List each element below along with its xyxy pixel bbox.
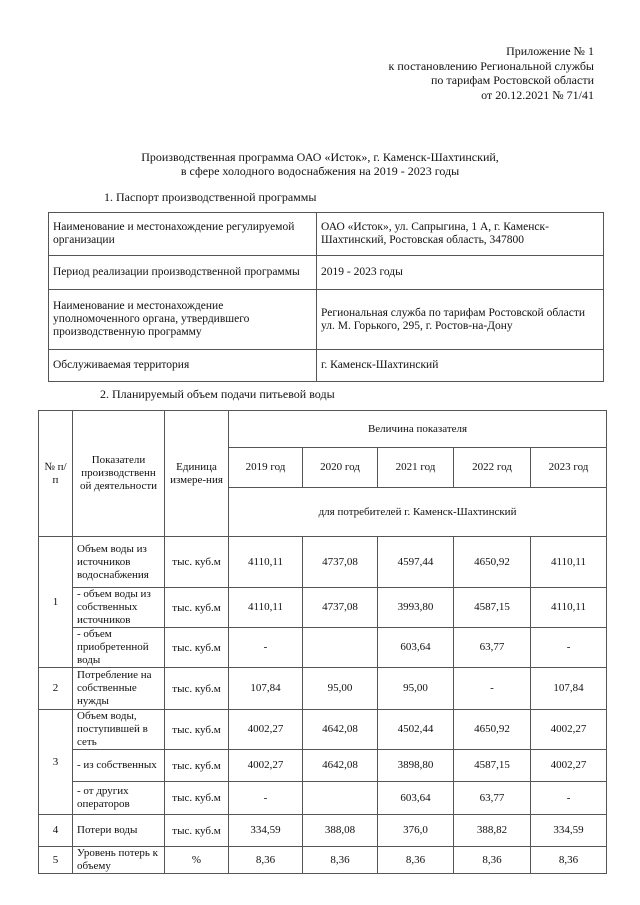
row-value: 4002,27 bbox=[229, 750, 303, 782]
row-value: 4642,08 bbox=[303, 750, 378, 782]
table-row bbox=[39, 668, 607, 710]
header-year: 2022 год bbox=[454, 448, 531, 488]
row-value: 4110,11 bbox=[229, 588, 303, 628]
row-value: 95,00 bbox=[378, 668, 454, 710]
table-row bbox=[39, 782, 607, 815]
row-indicator: - от других операторов bbox=[73, 782, 165, 815]
row-value: 8,36 bbox=[378, 847, 454, 874]
header-year: 2019 год bbox=[229, 448, 303, 488]
row-unit: тыс. куб.м bbox=[165, 628, 229, 668]
row-value: 388,82 bbox=[454, 815, 531, 847]
row-value: 334,59 bbox=[531, 815, 607, 847]
row-value: - bbox=[531, 782, 607, 815]
row-unit: тыс. куб.м bbox=[165, 750, 229, 782]
appendix-line: по тарифам Ростовской области bbox=[430, 73, 594, 87]
row-value: - bbox=[454, 668, 531, 710]
row-indicator: - объем воды из собственных источников bbox=[73, 588, 165, 628]
row-number: 1 bbox=[39, 537, 73, 668]
row-value: 63,77 bbox=[454, 628, 531, 668]
row-indicator: - из собственных bbox=[73, 750, 165, 782]
row-value: 4002,27 bbox=[531, 710, 607, 750]
row-value: 4110,11 bbox=[531, 537, 607, 588]
row-value: 376,0 bbox=[378, 815, 454, 847]
row-value: 8,36 bbox=[229, 847, 303, 874]
header-consumers: для потребителей г. Каменск-Шахтинский bbox=[229, 488, 607, 537]
row-value: 4597,44 bbox=[378, 537, 454, 588]
document-title bbox=[0, 150, 640, 178]
row-value: 4502,44 bbox=[378, 710, 454, 750]
passport-value: 2019 - 2023 годы bbox=[317, 256, 604, 290]
row-number: 5 bbox=[39, 847, 73, 874]
row-indicator: - объем приобретенной воды bbox=[73, 628, 165, 668]
row-unit: % bbox=[165, 847, 229, 874]
row-value: 8,36 bbox=[303, 847, 378, 874]
row-indicator: Потери воды bbox=[73, 815, 165, 847]
row-value: 95,00 bbox=[303, 668, 378, 710]
row-value: 63,77 bbox=[454, 782, 531, 815]
header-year: 2023 год bbox=[531, 448, 607, 488]
table-row bbox=[39, 710, 607, 750]
row-number: 3 bbox=[39, 710, 73, 815]
row-value: 4587,15 bbox=[454, 588, 531, 628]
row-unit: тыс. куб.м bbox=[165, 668, 229, 710]
row-indicator: Потребление на собственные нужды bbox=[73, 668, 165, 710]
row-value: 4002,27 bbox=[229, 710, 303, 750]
row-value: 603,64 bbox=[378, 782, 454, 815]
row-indicator: Объем воды из источников водоснабжения bbox=[73, 537, 165, 588]
passport-row bbox=[49, 256, 604, 290]
passport-row bbox=[49, 290, 604, 350]
header-year: 2020 год bbox=[303, 448, 378, 488]
passport-value: ОАО «Исток», ул. Сапрыгина, 1 А, г. Каменск-Шахтинский, Ростовская область, 347800 bbox=[317, 213, 604, 256]
appendix-line: Приложение № 1 bbox=[506, 44, 594, 58]
passport-value: Региональная служба по тарифам Ростовской области ул. М. Горького, 295, г. Ростов-на-Дону bbox=[317, 290, 604, 350]
passport-label: Наименование и местонахождение уполномоченного органа, утвердившего производственную программу bbox=[49, 290, 317, 350]
row-value: 4002,27 bbox=[531, 750, 607, 782]
row-value: 603,64 bbox=[378, 628, 454, 668]
row-value: 4737,08 bbox=[303, 537, 378, 588]
row-value: 4650,92 bbox=[454, 537, 531, 588]
row-value: 388,08 bbox=[303, 815, 378, 847]
passport-label: Обслуживаемая территория bbox=[49, 350, 317, 382]
passport-table bbox=[48, 212, 604, 382]
row-value: 3993,80 bbox=[378, 588, 454, 628]
row-value: 4110,11 bbox=[531, 588, 607, 628]
section-2-heading: 2. Планируемый объем подачи питьевой воды bbox=[100, 387, 335, 401]
passport-value: г. Каменск-Шахтинский bbox=[317, 350, 604, 382]
row-value: - bbox=[229, 628, 303, 668]
passport-label: Наименование и местонахождение регулируемой организации bbox=[49, 213, 317, 256]
header-value: Величина показателя bbox=[229, 411, 607, 448]
row-value: 4650,92 bbox=[454, 710, 531, 750]
title-line: Производственная программа ОАО «Исток», г. Каменск-Шахтинский, bbox=[141, 150, 499, 164]
row-value: 107,84 bbox=[229, 668, 303, 710]
row-value: 107,84 bbox=[531, 668, 607, 710]
appendix-line: от 20.12.2021 № 71/41 bbox=[481, 87, 594, 102]
row-number: 2 bbox=[39, 668, 73, 710]
header-unit: Единица измере-ния bbox=[165, 411, 229, 537]
row-value: 4642,08 bbox=[303, 710, 378, 750]
row-value: 8,36 bbox=[531, 847, 607, 874]
row-value: 3898,80 bbox=[378, 750, 454, 782]
passport-row bbox=[49, 350, 604, 382]
row-unit: тыс. куб.м bbox=[165, 588, 229, 628]
table-row bbox=[39, 815, 607, 847]
row-unit: тыс. куб.м bbox=[165, 710, 229, 750]
row-value: - bbox=[531, 628, 607, 668]
row-value bbox=[303, 782, 378, 815]
row-value: 4737,08 bbox=[303, 588, 378, 628]
header-year: 2021 год bbox=[378, 448, 454, 488]
water-supply-table bbox=[38, 410, 607, 874]
passport-row bbox=[49, 213, 604, 256]
row-unit: тыс. куб.м bbox=[165, 537, 229, 588]
passport-label: Период реализации производственной программы bbox=[49, 256, 317, 290]
row-indicator: Объем воды, поступившей в сеть bbox=[73, 710, 165, 750]
row-value: 4587,15 bbox=[454, 750, 531, 782]
row-value: 334,59 bbox=[229, 815, 303, 847]
row-unit: тыс. куб.м bbox=[165, 815, 229, 847]
header-number: № п/п bbox=[39, 411, 73, 537]
table-row bbox=[39, 847, 607, 874]
title-line: в сфере холодного водоснабжения на 2019 - 2023 годы bbox=[180, 164, 460, 178]
row-value: 8,36 bbox=[454, 847, 531, 874]
row-indicator: Уровень потерь к объему bbox=[73, 847, 165, 874]
header-indicator: Показатели производственн ой деятельности bbox=[73, 411, 165, 537]
row-number: 4 bbox=[39, 815, 73, 847]
section-1-heading: 1. Паспорт производственной программы bbox=[104, 190, 317, 204]
table-row bbox=[39, 750, 607, 782]
table-row bbox=[39, 628, 607, 668]
appendix-line: к постановлению Региональной службы bbox=[388, 58, 594, 73]
row-unit: тыс. куб.м bbox=[165, 782, 229, 815]
table-row bbox=[39, 537, 607, 588]
table-row bbox=[39, 588, 607, 628]
appendix-header bbox=[389, 44, 594, 102]
row-value: 4110,11 bbox=[229, 537, 303, 588]
row-value: - bbox=[229, 782, 303, 815]
row-value bbox=[303, 628, 378, 668]
